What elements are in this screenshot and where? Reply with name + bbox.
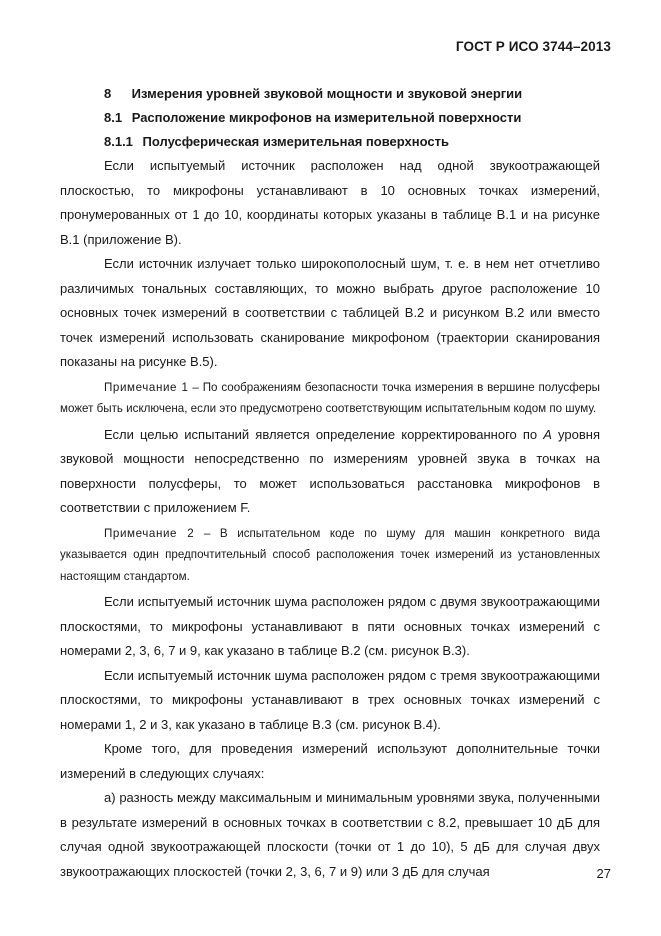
list-item-a: а) разность между максимальным и минимальным уровнями звука, полученными в результате измерений в основных точках в соответствии с 8.2, превышает 10 дБ для случая одной звукоотражающей плоскости (точки от 1 до 10), 5 дБ для случая двух звукоотражающих плоскостей (точки 2, 3, 6, 7 и 9) или 3 дБ для случая bbox=[60, 790, 600, 879]
note-text: По соображениям безопасности точка измерения в вершине полусферы может быть исключена, если это предусмотрено соответствующим испытательным кодом по шуму. bbox=[60, 380, 600, 415]
section-title: Расположение микрофонов на измерительной поверхности bbox=[131, 110, 522, 125]
section-title: Полусферическая измерительная поверхность bbox=[142, 134, 449, 149]
section-heading-8 bbox=[104, 82, 600, 106]
paragraph-broadband-noise: Если источник излучает только широкополосный шум, т. е. в нем нет отчетливо различимых тональных составляющих, то можно выбрать другое расположение 10 основных точек измерений в соответствии с таблицей В.2 и рисунком В.2 или вместо точек измерений использовать сканирование микрофоном (траектории сканирования показаны на рисунке В.5). bbox=[60, 256, 600, 369]
section-title: Измерения уровней звуковой мощности и звуковой энергии bbox=[131, 86, 523, 101]
page-number: 27 bbox=[596, 866, 611, 881]
section-number: 8.1.1 bbox=[104, 134, 133, 149]
section-number: 8 bbox=[104, 86, 112, 101]
variable-a: A bbox=[543, 426, 552, 442]
note-label: Примечание 1 bbox=[104, 380, 189, 394]
note-2: Примечание 2 – В испытательном коде по шуму для машин конкретного вида указывается один предпочтительный способ расположения точек измерений из установленных настоящим стандартом. bbox=[60, 526, 600, 583]
paragraph-one-plane: Если испытуемый источник расположен над одной звукоотражающей плоскостью, то микрофоны устанавливают в 10 основных точках измерений, пронумерованных от 1 до 10, координаты которых указаны в таблице В.1 и на рисунке В.1 (приложение В). bbox=[60, 158, 600, 247]
paragraph-two-planes: Если испытуемый источник шума расположен рядом с двумя звукоотражающими плоскостями, то микрофоны устанавливают в пяти основных точках измерений с номерами 2, 3, 6, 7 и 9, как указано в таблице В.2 (см. рисунок В.3). bbox=[60, 594, 600, 658]
note-label: Примечание 2 bbox=[104, 526, 195, 540]
note-1: Примечание 1 – По соображениям безопасности точка измерения в вершине полусферы может быть исключена, если это предусмотрено соответствующим испытательным кодом по шуму. bbox=[60, 380, 600, 415]
paragraph-additional-points: Кроме того, для проведения измерений используют дополнительные точки измерений в следующих случаях: bbox=[60, 741, 600, 781]
section-number: 8.1 bbox=[104, 110, 123, 125]
section-heading-8-1 bbox=[104, 106, 600, 130]
note-text: В испытательном коде по шуму для машин конкретного вида указывается один предпочтительный способ расположения точек измерений из установленных настоящим стандартом. bbox=[60, 526, 600, 583]
paragraph-three-planes: Если испытуемый источник шума расположен рядом с тремя звукоотражающими плоскостями, то микрофоны устанавливают в трех основных точках измерений с номерами 1, 2 и 3, как указано в таблице В.3 (см. рисунок В.4). bbox=[60, 667, 600, 732]
page-body bbox=[60, 82, 600, 884]
document-id-header: ГОСТ Р ИСО 3744–2013 bbox=[455, 39, 611, 54]
section-heading-8-1-1 bbox=[104, 130, 600, 154]
paragraph-a-weighted: Если целью испытаний является определение корректированного по A уровня звуковой мощности непосредственно по измерениям уровней звука в точках на поверхности полусферы, то может использоваться расстановка микрофонов в соответствии с приложением F. bbox=[60, 426, 600, 515]
